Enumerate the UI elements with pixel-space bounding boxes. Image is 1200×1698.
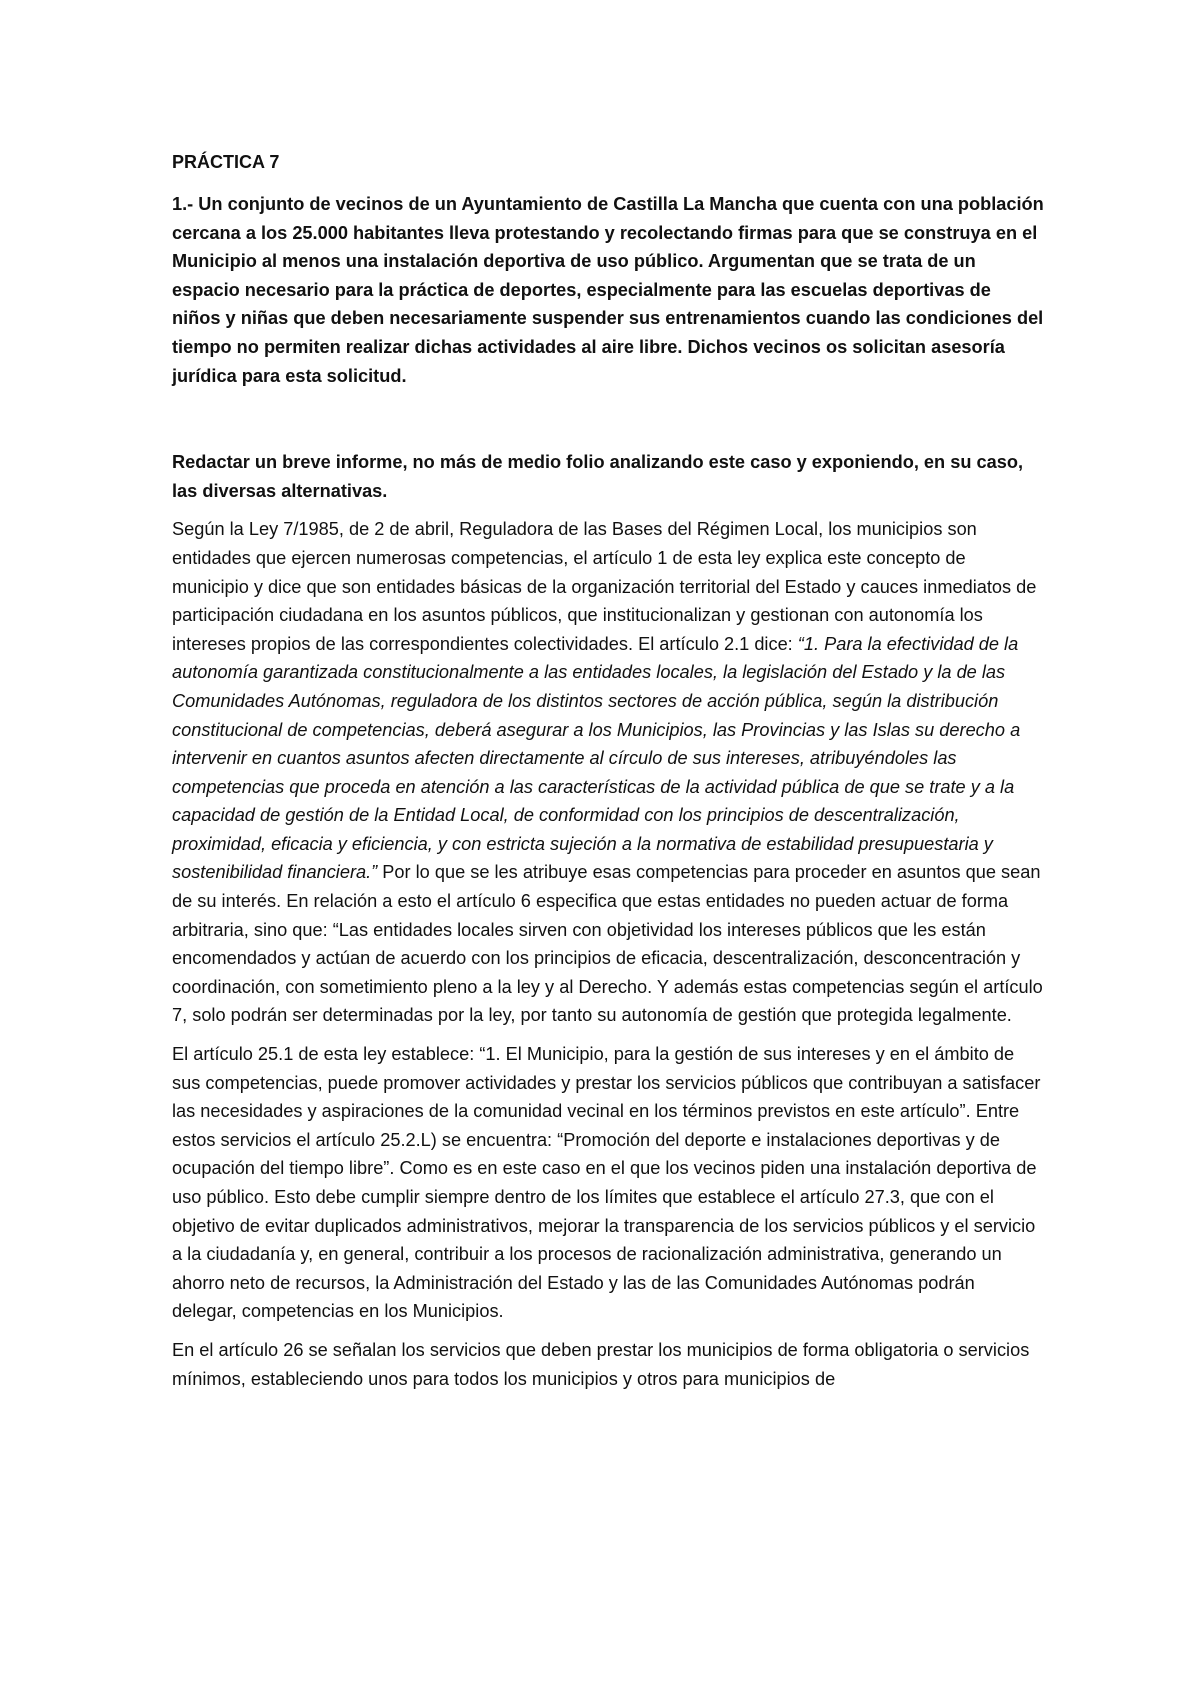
paragraph-1-rest: Por lo que se les atribuye esas competencias para proceder en asuntos que sean de su interés. En relación a esto el artículo 6 especifica que estas entidades no pueden actuar de forma arbitraria, sino que: “Las entidades locales sirven con objetividad los intereses públicos que les están encomendados y actúan de acuerdo con los principios de eficacia, descentralización, desconcentración y coordinación, con sometimiento pleno a la ley y al Derecho. Y además estas competencias según el artículo 7, solo podrán ser determinadas por la ley, por tanto su autonomía de gestión que protegida legalmente. bbox=[172, 862, 1043, 1026]
article-2-1-quote: “1. Para la efectividad de la autonomía garantizada constitucionalmente a las entidades locales, la legislación del Estado y la de las Comunidades Autónomas, reguladora de los distintos sectores de acción pública, según la distribución constitucional de competencias, deberá asegurar a los Municipios, las Provincias y las Islas su derecho a intervenir en cuantos asuntos afecten directamente al círculo de sus intereses, atribuyéndoles las competencias que proceda en atención a las características de la actividad pública de que se trate y a la capacidad de gestión de la Entidad Local, de conformidad con los principios de descentralización, proximidad, eficacia y eficiencia, y con estricta sujeción a la normativa de estabilidad presupuestaria y sostenibilidad financiera.” bbox=[172, 633, 1021, 883]
paragraph-3: En el artículo 26 se señalan los servicios que deben prestar los municipios de forma obligatoria o servicios mínimos, estableciendo unos para todos los municipios y otros para municipios de bbox=[172, 1339, 1030, 1389]
paragraph-1-intro: Según la Ley 7/1985, de 2 de abril, Reguladora de las Bases del Régimen Local, los municipios son entidades que ejercen numerosas competencias, el artículo 1 de esta ley explica este concepto de municipio y dice que son entidades básicas de la organización territorial del Estado y cauces inmediatos de participación ciudadana en los asuntos públicos, que institucionalizan y gestionan con autonomía los intereses propios de las correspondientes colectividades. El artículo 2.1 dice: bbox=[172, 519, 1037, 654]
document-title: PRÁCTICA 7 bbox=[172, 152, 280, 172]
problem-statement: 1.- Un conjunto de vecinos de un Ayuntamiento de Castilla La Mancha que cuenta con una población cercana a los 25.000 habitantes lleva protestando y recolectando firmas para que se construya en el Municipio al menos una instalación deportiva de uso público. Argumentan que se trata de un espacio necesario para la práctica de deportes, especialmente para las escuelas deportivas de niños y niñas que deben necesariamente suspender sus entrenamientos cuando las condiciones del tiempo no permiten realizar dichas actividades al aire libre. Dichos vecinos os solicitan asesoría jurídica para esta solicitud. bbox=[172, 194, 1044, 386]
task-instruction: Redactar un breve informe, no más de medio folio analizando este caso y exponiendo, en su caso, las diversas alternativas. bbox=[172, 452, 1023, 501]
paragraph-2: El artículo 25.1 de esta ley establece: “1. El Municipio, para la gestión de sus intereses y en el ámbito de sus competencias, puede promover actividades y prestar los servicios públicos que contribuyan a satisfacer las necesidades y aspiraciones de la comunidad vecinal en los términos previstos en este artículo”. Entre estos servicios el artículo 25.2.L) se encuentra: “Promoción del deporte e instalaciones deportivas y de ocupación del tiempo libre”. Como es en este caso en el que los vecinos piden una instalación deportiva de uso público. Esto debe cumplir siempre dentro de los límites que establece el artículo 27.3, que con el objetivo de evitar duplicados administrativos, mejorar la transparencia de los servicios públicos y el servicio a la ciudadanía y, en general, contribuir a los procesos de racionalización administrativa, generando un ahorro neto de recursos, la Administración del Estado y las de las Comunidades Autónomas podrán delegar, competencias en los Municipios. bbox=[172, 1044, 1041, 1322]
document-page bbox=[172, 140, 1044, 1403]
paragraph-1 bbox=[172, 515, 1044, 1030]
